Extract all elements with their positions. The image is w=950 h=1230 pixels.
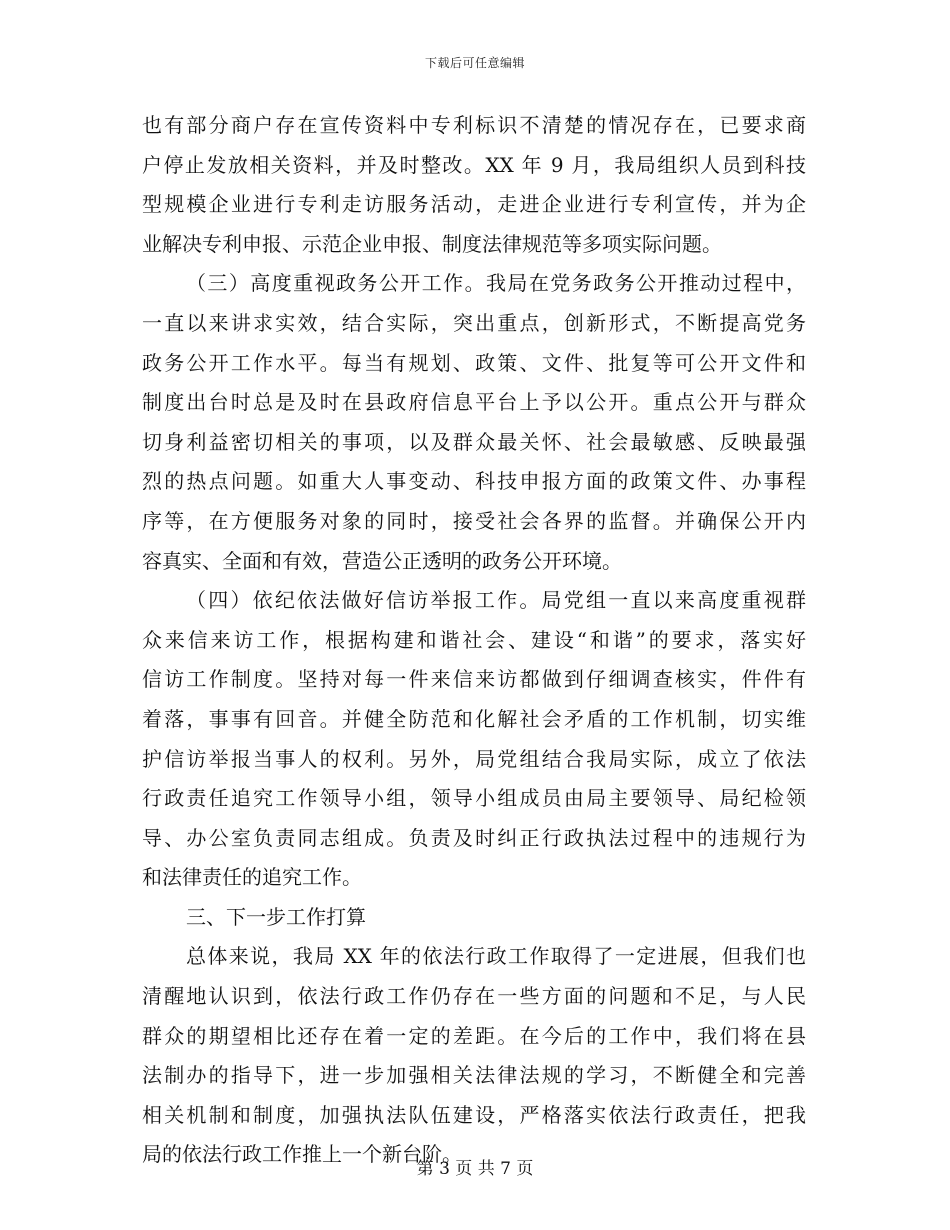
text-line: 业解决专利申报、示范企业申报、制度法律规范等多项实际问题。: [142, 231, 722, 256]
text-line: （四）依纪依法做好信访举报工作。局党组一直以来高度重视群: [186, 588, 806, 613]
text-line: 总体来说，我局 XX 年的依法行政工作取得了一定进展，但我们也: [186, 944, 806, 969]
text-line: 清醒地认识到，依法行政工作仍存在一些方面的问题和不足，与人民: [142, 984, 806, 1009]
text-line: 群众的期望相比还存在着一定的差距。在今后的工作中，我们将在县: [142, 1023, 806, 1048]
text-line: 相关机制和制度，加强执法队伍建设，严格落实依法行政责任，把我: [142, 1102, 806, 1127]
text-line: 容真实、全面和有效，营造公正透明的政务公开环境。: [142, 548, 622, 573]
text-line: 导、办公室负责同志组成。负责及时纠正行政执法过程中的违规行为: [142, 825, 806, 850]
text-line: 政务公开工作水平。每当有规划、政策、文件、批复等可公开文件和: [142, 350, 806, 375]
text-line: 型规模企业进行专利走访服务活动，走进企业进行专利宣传，并为企: [142, 192, 806, 217]
text-line: 制度出台时总是及时在县政府信息平台上予以公开。重点公开与群众: [142, 390, 806, 415]
text-line: 信访工作制度。坚持对每一件来信来访都做到仔细调查核实，件件有: [142, 667, 806, 692]
text-line: 局的依法行政工作推上一个新台阶。: [142, 1142, 462, 1167]
text-line: （三）高度重视政务公开工作。我局在党务政务公开推动过程中，: [186, 271, 806, 296]
text-line: 和法律责任的追究工作。: [142, 865, 362, 890]
page-number-footer: 第 3 页 共 7 页: [416, 1159, 534, 1179]
text-line: 法制办的指导下，进一步加强相关法律法规的学习，不断健全和完善: [142, 1063, 806, 1088]
text-line: 烈的热点问题。如重大人事变动、科技申报方面的政策文件、办事程: [142, 469, 806, 494]
text-line: 三、下一步工作打算: [186, 904, 366, 929]
document-body: [142, 106, 806, 1175]
text-line: 众来信来访工作，根据构建和谐社会、建设“和谐”的要求，落实好: [142, 627, 806, 652]
text-line: 着落，事事有回音。并健全防范和化解社会矛盾的工作机制，切实维: [142, 706, 806, 731]
page-header-note: 下载后可任意编辑: [424, 56, 525, 70]
text-line: 行政责任追究工作领导小组，领导小组成员由局主要领导、局纪检领: [142, 786, 806, 811]
text-line: 也有部分商户存在宣传资料中专利标识不清楚的情况存在，已要求商: [142, 113, 806, 137]
text-line: 护信访举报当事人的权利。另外，局党组结合我局实际，成立了依法: [142, 746, 806, 771]
text-line: 一直以来讲求实效，结合实际，突出重点，创新形式，不断提高党务: [142, 310, 806, 335]
text-line: 序等，在方便服务对象的同时，接受社会各界的监督。并确保公开内: [142, 508, 806, 533]
text-line: 户停止发放相关资料，并及时整改。XX 年 9 月，我局组织人员到科技: [142, 152, 806, 177]
text-line: 切身利益密切相关的事项，以及群众最关怀、社会最敏感、反映最强: [142, 429, 806, 454]
